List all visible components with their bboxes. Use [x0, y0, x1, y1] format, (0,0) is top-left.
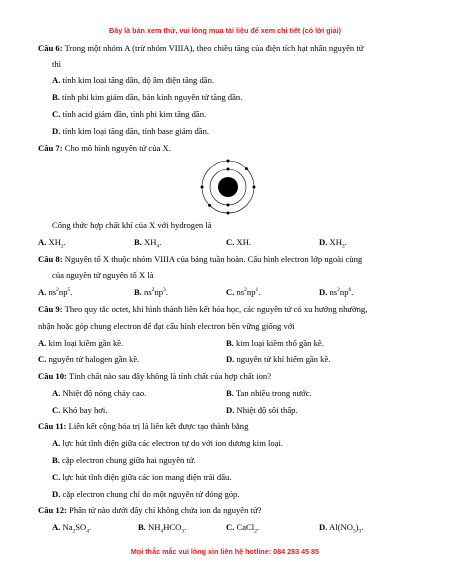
option-text: np	[154, 287, 164, 297]
q8-option-b	[134, 287, 168, 298]
option-tail: .	[351, 287, 354, 297]
option-text: tính kim loại tăng dần, tính base giảm dần.	[60, 126, 210, 136]
question-9-stem-cont: nhận hoặc góp chung electron để đạt cấu hình electron bền vững giống với	[38, 321, 295, 331]
q12-option-a	[52, 522, 91, 533]
q6-option-d	[52, 126, 209, 137]
formula-part: .	[89, 522, 92, 532]
question-number: Câu 12:	[38, 505, 67, 515]
option-text: tính acid giảm dần, tính phi kim tăng dần.	[60, 109, 207, 119]
option-text: XH	[327, 237, 342, 247]
subscript: 4	[86, 528, 90, 535]
option-tail: .	[70, 287, 73, 297]
question-6-stem	[38, 43, 363, 54]
q10-option-b	[226, 388, 312, 399]
question-12-stem	[38, 505, 261, 516]
question-text: Tính chất nào sau đây không là tính chất của hợp chất ion?	[66, 371, 272, 381]
superscript: 2	[56, 287, 59, 294]
q12-option-b	[138, 522, 186, 533]
option-label: A.	[52, 438, 61, 448]
q7-option-d	[319, 237, 347, 248]
q11-option-a	[52, 438, 283, 449]
option-text: lực hút tĩnh điện giữa các ion mang điện trái dấu.	[60, 472, 232, 482]
superscript: 6	[348, 287, 352, 294]
electron	[227, 160, 230, 163]
option-label: A.	[38, 237, 47, 247]
question-text: Cho mô hình nguyên tử của X.	[62, 143, 171, 153]
question-number: Câu 6:	[38, 43, 63, 53]
formula-part: NH	[145, 522, 161, 532]
q12-option-c	[226, 522, 259, 533]
q11-option-b	[52, 455, 196, 466]
option-text: tính kim loại tăng dần, độ âm điện tăng dần.	[60, 75, 215, 85]
option-text: Tan nhiều trong nước.	[233, 388, 312, 398]
option-text: nguyên tử halogen gần kề.	[46, 354, 140, 364]
option-label: A.	[52, 75, 61, 85]
option-tail: .	[258, 287, 261, 297]
hotline-notice: Mọi thắc mắc vui lòng xin liên hệ hotline: 084 283 45 85	[130, 547, 320, 556]
option-label: B.	[226, 338, 234, 348]
formula-part: HCO	[163, 522, 182, 532]
option-text: np	[246, 287, 256, 297]
question-text: Theo quy tắc octet, khi hình thành liên kết hóa học, các nguyên tử có xu hướng nhường,	[62, 304, 368, 314]
q10-option-c	[52, 405, 107, 416]
subscript: 4	[160, 528, 164, 535]
question-text: Liên kết cộng hóa trị là liên kết được tạo thành bằng	[66, 421, 249, 431]
formula-part: SO	[75, 522, 87, 532]
option-label: B.	[52, 92, 60, 102]
electron	[253, 186, 256, 189]
electron	[227, 212, 230, 215]
q9-option-b	[226, 338, 324, 349]
option-label: D.	[319, 522, 328, 532]
option-text: kim loại kiềm gần kề.	[46, 338, 124, 348]
option-label: D.	[52, 489, 61, 499]
option-text: tính phi kim giảm dần, bán kính nguyên tử tăng dần.	[59, 92, 243, 102]
option-label: C.	[226, 237, 235, 247]
option-text: ns	[327, 287, 338, 297]
electron	[208, 204, 211, 207]
question-number: Câu 11:	[38, 421, 67, 431]
option-tail: .	[63, 237, 66, 247]
option-tail: .	[344, 237, 347, 247]
superscript: 5	[67, 287, 71, 294]
option-text: XH	[141, 237, 157, 247]
superscript: 1	[255, 287, 259, 294]
option-label: C.	[226, 287, 235, 297]
option-label: D.	[319, 237, 328, 247]
question-number: Câu 10:	[38, 371, 67, 381]
option-label: C.	[52, 405, 61, 415]
formula-part: .	[361, 522, 364, 532]
option-text: Nhiệt độ nóng chảy cao.	[60, 388, 147, 398]
option-text: cặp electron chung giữa hai nguyên tử.	[59, 455, 196, 465]
option-label: C.	[226, 522, 235, 532]
q11-option-c	[52, 472, 231, 483]
question-number: Câu 9:	[38, 304, 63, 314]
option-text: ns	[234, 287, 245, 297]
q7-option-a	[38, 237, 66, 248]
subscript: 3	[341, 243, 345, 250]
subscript: 3	[358, 528, 362, 535]
option-text: XH.	[234, 237, 252, 247]
option-label: D.	[226, 405, 235, 415]
option-text: XH	[46, 237, 61, 247]
option-label: C.	[52, 109, 61, 119]
electron	[245, 167, 248, 170]
electron	[227, 168, 230, 171]
formula-part: Al(NO	[327, 522, 353, 532]
option-label: B.	[52, 455, 60, 465]
q10-option-d	[226, 405, 298, 416]
option-tail: .	[165, 287, 168, 297]
q12-option-d	[319, 522, 363, 533]
option-label: B.	[134, 287, 142, 297]
q8-option-d	[319, 287, 353, 298]
q10-option-a	[52, 388, 146, 399]
question-7-prompt: Công thức hợp chất khí của X với hydrogen là	[52, 220, 212, 230]
q9-option-c	[38, 354, 139, 365]
option-text: kim loại kiềm thổ gần kề.	[233, 338, 324, 348]
option-label: C.	[38, 354, 47, 364]
q8-option-c	[226, 287, 260, 298]
question-text: Phân tử nào dưới đây chỉ không chứa ion đa nguyên tử?	[66, 505, 262, 515]
superscript: 3	[163, 287, 166, 294]
option-text: ns	[141, 287, 152, 297]
question-6-stem-cont: thì	[52, 59, 62, 69]
q6-option-c	[52, 109, 206, 120]
option-text: nguyên tử khí hiếm gần kề.	[234, 354, 331, 364]
formula-part: .	[256, 522, 260, 532]
q6-option-b	[52, 92, 242, 103]
q6-option-a	[52, 75, 214, 86]
option-label: B.	[138, 522, 146, 532]
q11-option-d	[52, 489, 239, 500]
preview-notice: Đây là bản xem thử, vui lòng mua tài liệu để xem chi tiết (có lời giải)	[109, 26, 341, 35]
option-label: A.	[38, 338, 47, 348]
option-tail: .	[159, 237, 162, 247]
question-number: Câu 7:	[38, 143, 63, 153]
subscript: 2	[72, 528, 76, 535]
q7-option-c	[226, 237, 251, 248]
option-text: ns	[46, 287, 57, 297]
q7-option-b	[134, 237, 161, 248]
question-number: Câu 8:	[38, 254, 63, 264]
atom-model-figure	[190, 158, 266, 218]
option-text: lực hút tĩnh điện giữa các electron tự do với ion dương kim loại.	[60, 438, 284, 448]
q9-option-a	[38, 338, 123, 349]
option-label: A.	[38, 287, 47, 297]
option-text: Khó bay hơi.	[60, 405, 108, 415]
question-text: Nguyên tố X thuộc nhóm VIIIA của bảng tuần hoàn. Cấu hình electron lớp ngoài cùng	[62, 254, 363, 264]
superscript: 2	[337, 287, 340, 294]
subscript: 4	[156, 243, 160, 250]
q9-option-d	[226, 354, 330, 365]
option-text: np	[58, 287, 68, 297]
superscript: 2	[244, 287, 247, 294]
option-label: A.	[52, 388, 61, 398]
option-text: np	[339, 287, 349, 297]
option-label: B.	[134, 237, 142, 247]
option-label: D.	[226, 354, 235, 364]
q8-option-a	[38, 287, 72, 298]
question-10-stem	[38, 371, 271, 382]
option-label: A.	[52, 522, 61, 532]
option-text: cặp electron chung chỉ do một nguyên tử đóng góp.	[60, 489, 240, 499]
subscript: 3	[181, 528, 185, 535]
subscript: 3	[352, 528, 356, 535]
option-text: Nhiệt độ sôi thấp.	[234, 405, 298, 415]
option-label: D.	[319, 287, 328, 297]
formula-part: )	[355, 522, 359, 532]
subscript: 2	[60, 243, 64, 250]
formula-part: .	[184, 522, 187, 532]
formula-part: Na	[60, 522, 73, 532]
electron	[201, 186, 204, 189]
question-text: Trong một nhóm A (trừ nhóm VIIIA), theo chiều tăng của điện tích hạt nhân nguyên tử	[62, 43, 364, 53]
option-label: B.	[226, 388, 234, 398]
question-7-stem	[38, 143, 171, 154]
question-9-stem	[38, 304, 367, 315]
option-label: D.	[52, 126, 61, 136]
superscript: 2	[151, 287, 155, 294]
option-label: C.	[52, 472, 61, 482]
subscript: 2	[254, 528, 257, 535]
formula-part: CaCl	[234, 522, 255, 532]
atom-nucleus	[218, 177, 238, 197]
question-8-stem-cont: của nguyên tử nguyên tố X là	[52, 270, 154, 280]
question-11-stem	[38, 421, 248, 432]
electron	[227, 204, 230, 207]
question-8-stem	[38, 254, 362, 265]
